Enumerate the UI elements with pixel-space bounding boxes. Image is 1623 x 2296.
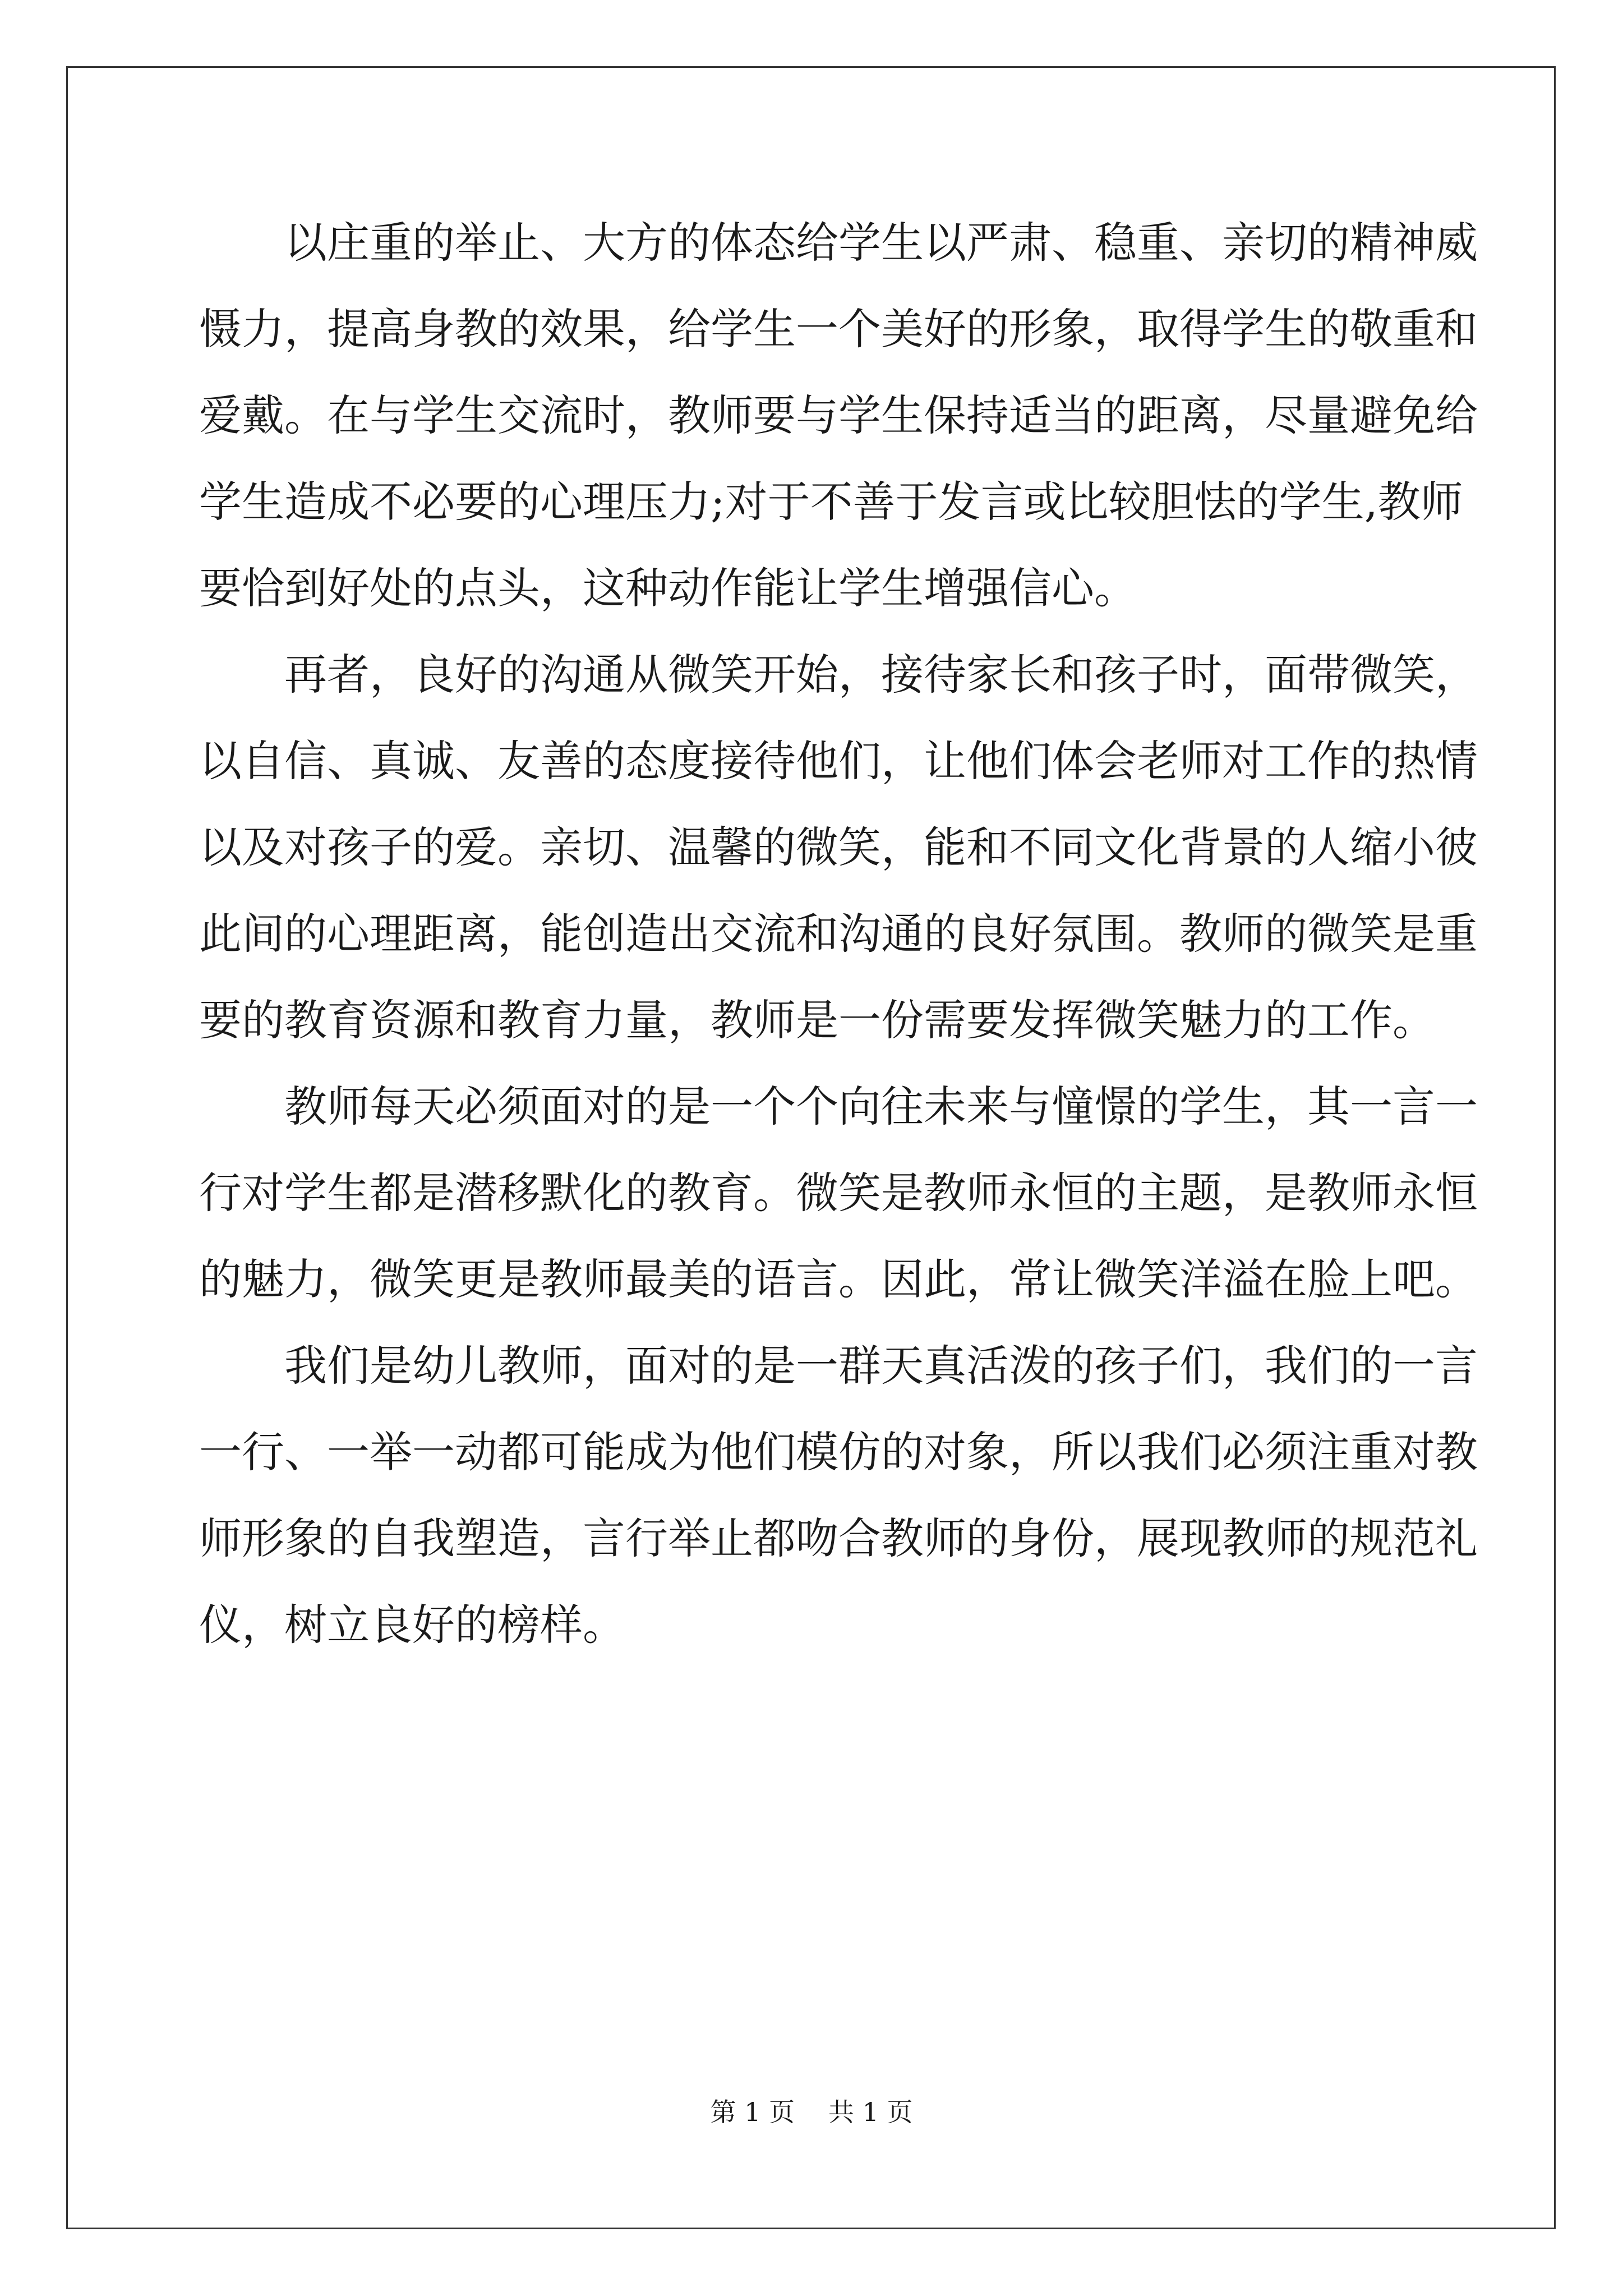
page-number: 第 1 页 (710, 2097, 795, 2127)
paragraph-2-line-4: 此间的心理距离，能创造出交流和沟通的良好氛围。教师的微笑是重 (199, 909, 1478, 959)
paragraph-4-line-1: 我们是幼儿教师，面对的是一群天真活泼的孩子们，我们的一言 (284, 1341, 1478, 1391)
paragraph-4-line-2: 一行、一举一动都可能成为他们模仿的对象，所以我们必须注重对教 (199, 1427, 1478, 1477)
paragraph-1-line-4: 学生造成不必要的心理压力;对于不善于发言或比较胆怯的学生,教师 (199, 477, 1463, 527)
paragraph-4-line-3: 师形象的自我塑造，言行举止都吻合教师的身份，展现教师的规范礼 (199, 1513, 1478, 1563)
paragraph-2-line-2: 以自信、真诚、友善的态度接待他们，让他们体会老师对工作的热情 (199, 736, 1478, 786)
paragraph-2-line-3: 以及对孩子的爱。亲切、温馨的微笑，能和不同文化背景的人缩小彼 (199, 822, 1478, 872)
document-body (199, 200, 1478, 1668)
paragraph-3-line-1: 教师每天必须面对的是一个个向往未来与憧憬的学生，其一言一 (284, 1082, 1478, 1131)
paragraph-3-line-3: 的魅力，微笑更是教师最美的语言。因此，常让微笑洋溢在脸上吧。 (199, 1254, 1478, 1304)
paragraph-3-line-2: 行对学生都是潜移默化的教育。微笑是教师永恒的主题，是教师永恒 (199, 1168, 1478, 1218)
paragraph-1-line-3: 爱戴。在与学生交流时，教师要与学生保持适当的距离，尽量避免给 (199, 390, 1478, 440)
paragraph-4-line-4: 仪，树立良好的榜样。 (199, 1600, 625, 1650)
paragraph-1-line-1: 以庄重的举止、大方的体态给学生以严肃、稳重、亲切的精神威 (284, 218, 1478, 268)
paragraph-1-line-2: 慑力，提高身教的效果，给学生一个美好的形象，取得学生的敬重和 (199, 304, 1478, 354)
paragraph-2-line-5: 要的教育资源和教育力量，教师是一份需要发挥微笑魅力的工作。 (199, 995, 1435, 1045)
paragraph-1-line-5: 要恰到好处的点头，这种动作能让学生增强信心。 (199, 563, 1137, 613)
paragraph-2-line-1: 再者，良好的沟通从微笑开始，接待家长和孩子时，面带微笑， (284, 650, 1478, 700)
page-total: 共 1 页 (828, 2097, 913, 2127)
page-footer (0, 2095, 1623, 2129)
